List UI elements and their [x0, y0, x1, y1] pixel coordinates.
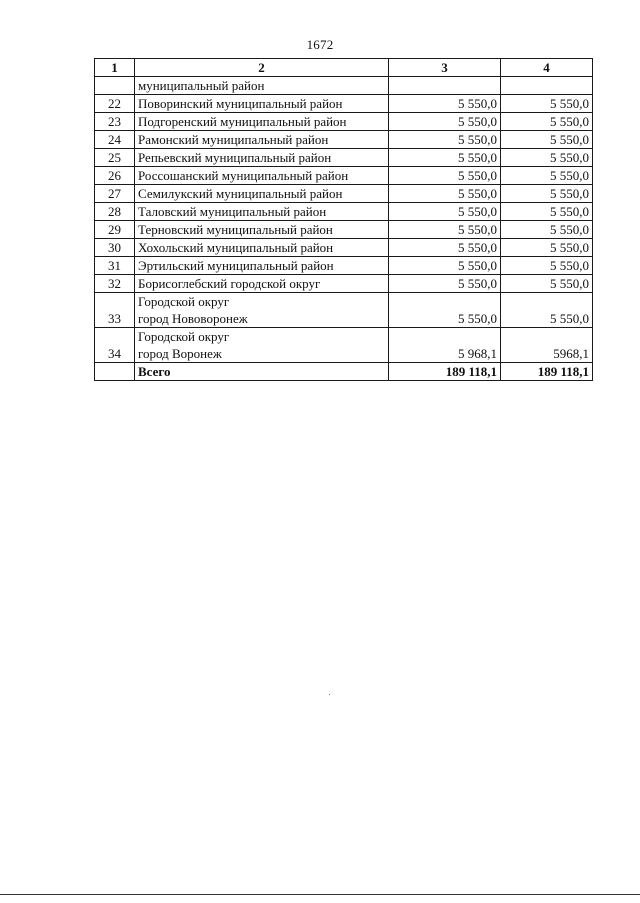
table-header-row — [95, 59, 593, 77]
amount-col3: 5 550,0 — [389, 203, 501, 221]
amount-col3: 5 550,0 — [389, 275, 501, 293]
table-row — [95, 95, 593, 113]
continuation-row — [95, 77, 593, 95]
page-number: 1672 — [306, 37, 334, 52]
amount-col4: 5 550,0 — [501, 131, 593, 149]
amount-col3: 5 550,0 — [389, 149, 501, 167]
amount-col3: 5 968,1 — [389, 328, 501, 363]
table-row — [95, 293, 593, 328]
district-name: Подгоренский муниципальный район — [135, 113, 389, 131]
district-name: Поворинский муниципальный район — [135, 95, 389, 113]
district-name: Россошанский муниципальный район — [135, 167, 389, 185]
table-row — [95, 257, 593, 275]
table-row — [95, 149, 593, 167]
value-cell — [389, 77, 501, 95]
district-name: Рамонский муниципальный район — [135, 131, 389, 149]
amount-col3: 5 550,0 — [389, 185, 501, 203]
district-name: Хохольский муниципальный район — [135, 239, 389, 257]
district-name: Семилукский муниципальный район — [135, 185, 389, 203]
amount-col4: 5 550,0 — [501, 203, 593, 221]
row-number: 26 — [95, 167, 135, 185]
table-row — [95, 203, 593, 221]
amount-col3: 5 550,0 — [389, 257, 501, 275]
row-number: 22 — [95, 95, 135, 113]
amount-col4: 5 550,0 — [501, 275, 593, 293]
row-number: 25 — [95, 149, 135, 167]
row-number-cell — [95, 363, 135, 381]
row-number: 30 — [95, 239, 135, 257]
total-col4: 189 118,1 — [501, 363, 593, 381]
header-col-3: 3 — [389, 59, 501, 77]
district-name-line-1: Городской округ — [138, 329, 230, 344]
allocation-table — [94, 58, 593, 381]
amount-col4: 5 550,0 — [501, 257, 593, 275]
district-name: Таловский муниципальный район — [135, 203, 389, 221]
amount-col4: 5 550,0 — [501, 185, 593, 203]
table-row — [95, 328, 593, 363]
district-name-line-2: город Нововоронеж — [138, 311, 248, 326]
district-name: Репьевский муниципальный район — [135, 149, 389, 167]
district-name-line-2: город Воронеж — [138, 346, 222, 361]
amount-col4: 5 550,0 — [501, 149, 593, 167]
row-number: 29 — [95, 221, 135, 239]
amount-col3: 5 550,0 — [389, 293, 501, 328]
district-name: Эртильский муниципальный район — [135, 257, 389, 275]
amount-col4: 5 550,0 — [501, 239, 593, 257]
amount-col4: 5 550,0 — [501, 95, 593, 113]
district-name: Терновский муниципальный район — [135, 221, 389, 239]
district-name-line-1: Городской округ — [138, 294, 230, 309]
district-name — [135, 328, 389, 363]
table-row — [95, 239, 593, 257]
table-row — [95, 113, 593, 131]
total-col3: 189 118,1 — [389, 363, 501, 381]
row-number-cell — [95, 77, 135, 95]
amount-col4: 5 550,0 — [501, 293, 593, 328]
total-row — [95, 363, 593, 381]
row-number: 24 — [95, 131, 135, 149]
table-row — [95, 221, 593, 239]
amount-col4: 5 550,0 — [501, 113, 593, 131]
amount-col3: 5 550,0 — [389, 131, 501, 149]
row-number: 34 — [95, 328, 135, 363]
header-col-2: 2 — [135, 59, 389, 77]
row-number: 28 — [95, 203, 135, 221]
district-name — [135, 293, 389, 328]
row-number: 23 — [95, 113, 135, 131]
row-number: 33 — [95, 293, 135, 328]
table-row — [95, 131, 593, 149]
header-col-4: 4 — [501, 59, 593, 77]
row-number: 32 — [95, 275, 135, 293]
amount-col3: 5 550,0 — [389, 95, 501, 113]
header-col-1: 1 — [95, 59, 135, 77]
amount-col3: 5 550,0 — [389, 167, 501, 185]
table-row — [95, 275, 593, 293]
table-row — [95, 185, 593, 203]
amount-col4: 5968,1 — [501, 328, 593, 363]
table-row — [95, 167, 593, 185]
row-number: 31 — [95, 257, 135, 275]
amount-col4: 5 550,0 — [501, 221, 593, 239]
amount-col3: 5 550,0 — [389, 239, 501, 257]
page-bottom-rule — [0, 894, 640, 895]
district-name: Борисоглебский городской округ — [135, 275, 389, 293]
scan-speck — [329, 694, 330, 695]
continuation-text: муниципальный район — [135, 77, 389, 95]
value-cell — [501, 77, 593, 95]
amount-col3: 5 550,0 — [389, 113, 501, 131]
amount-col3: 5 550,0 — [389, 221, 501, 239]
total-label: Всего — [135, 363, 389, 381]
row-number: 27 — [95, 185, 135, 203]
amount-col4: 5 550,0 — [501, 167, 593, 185]
